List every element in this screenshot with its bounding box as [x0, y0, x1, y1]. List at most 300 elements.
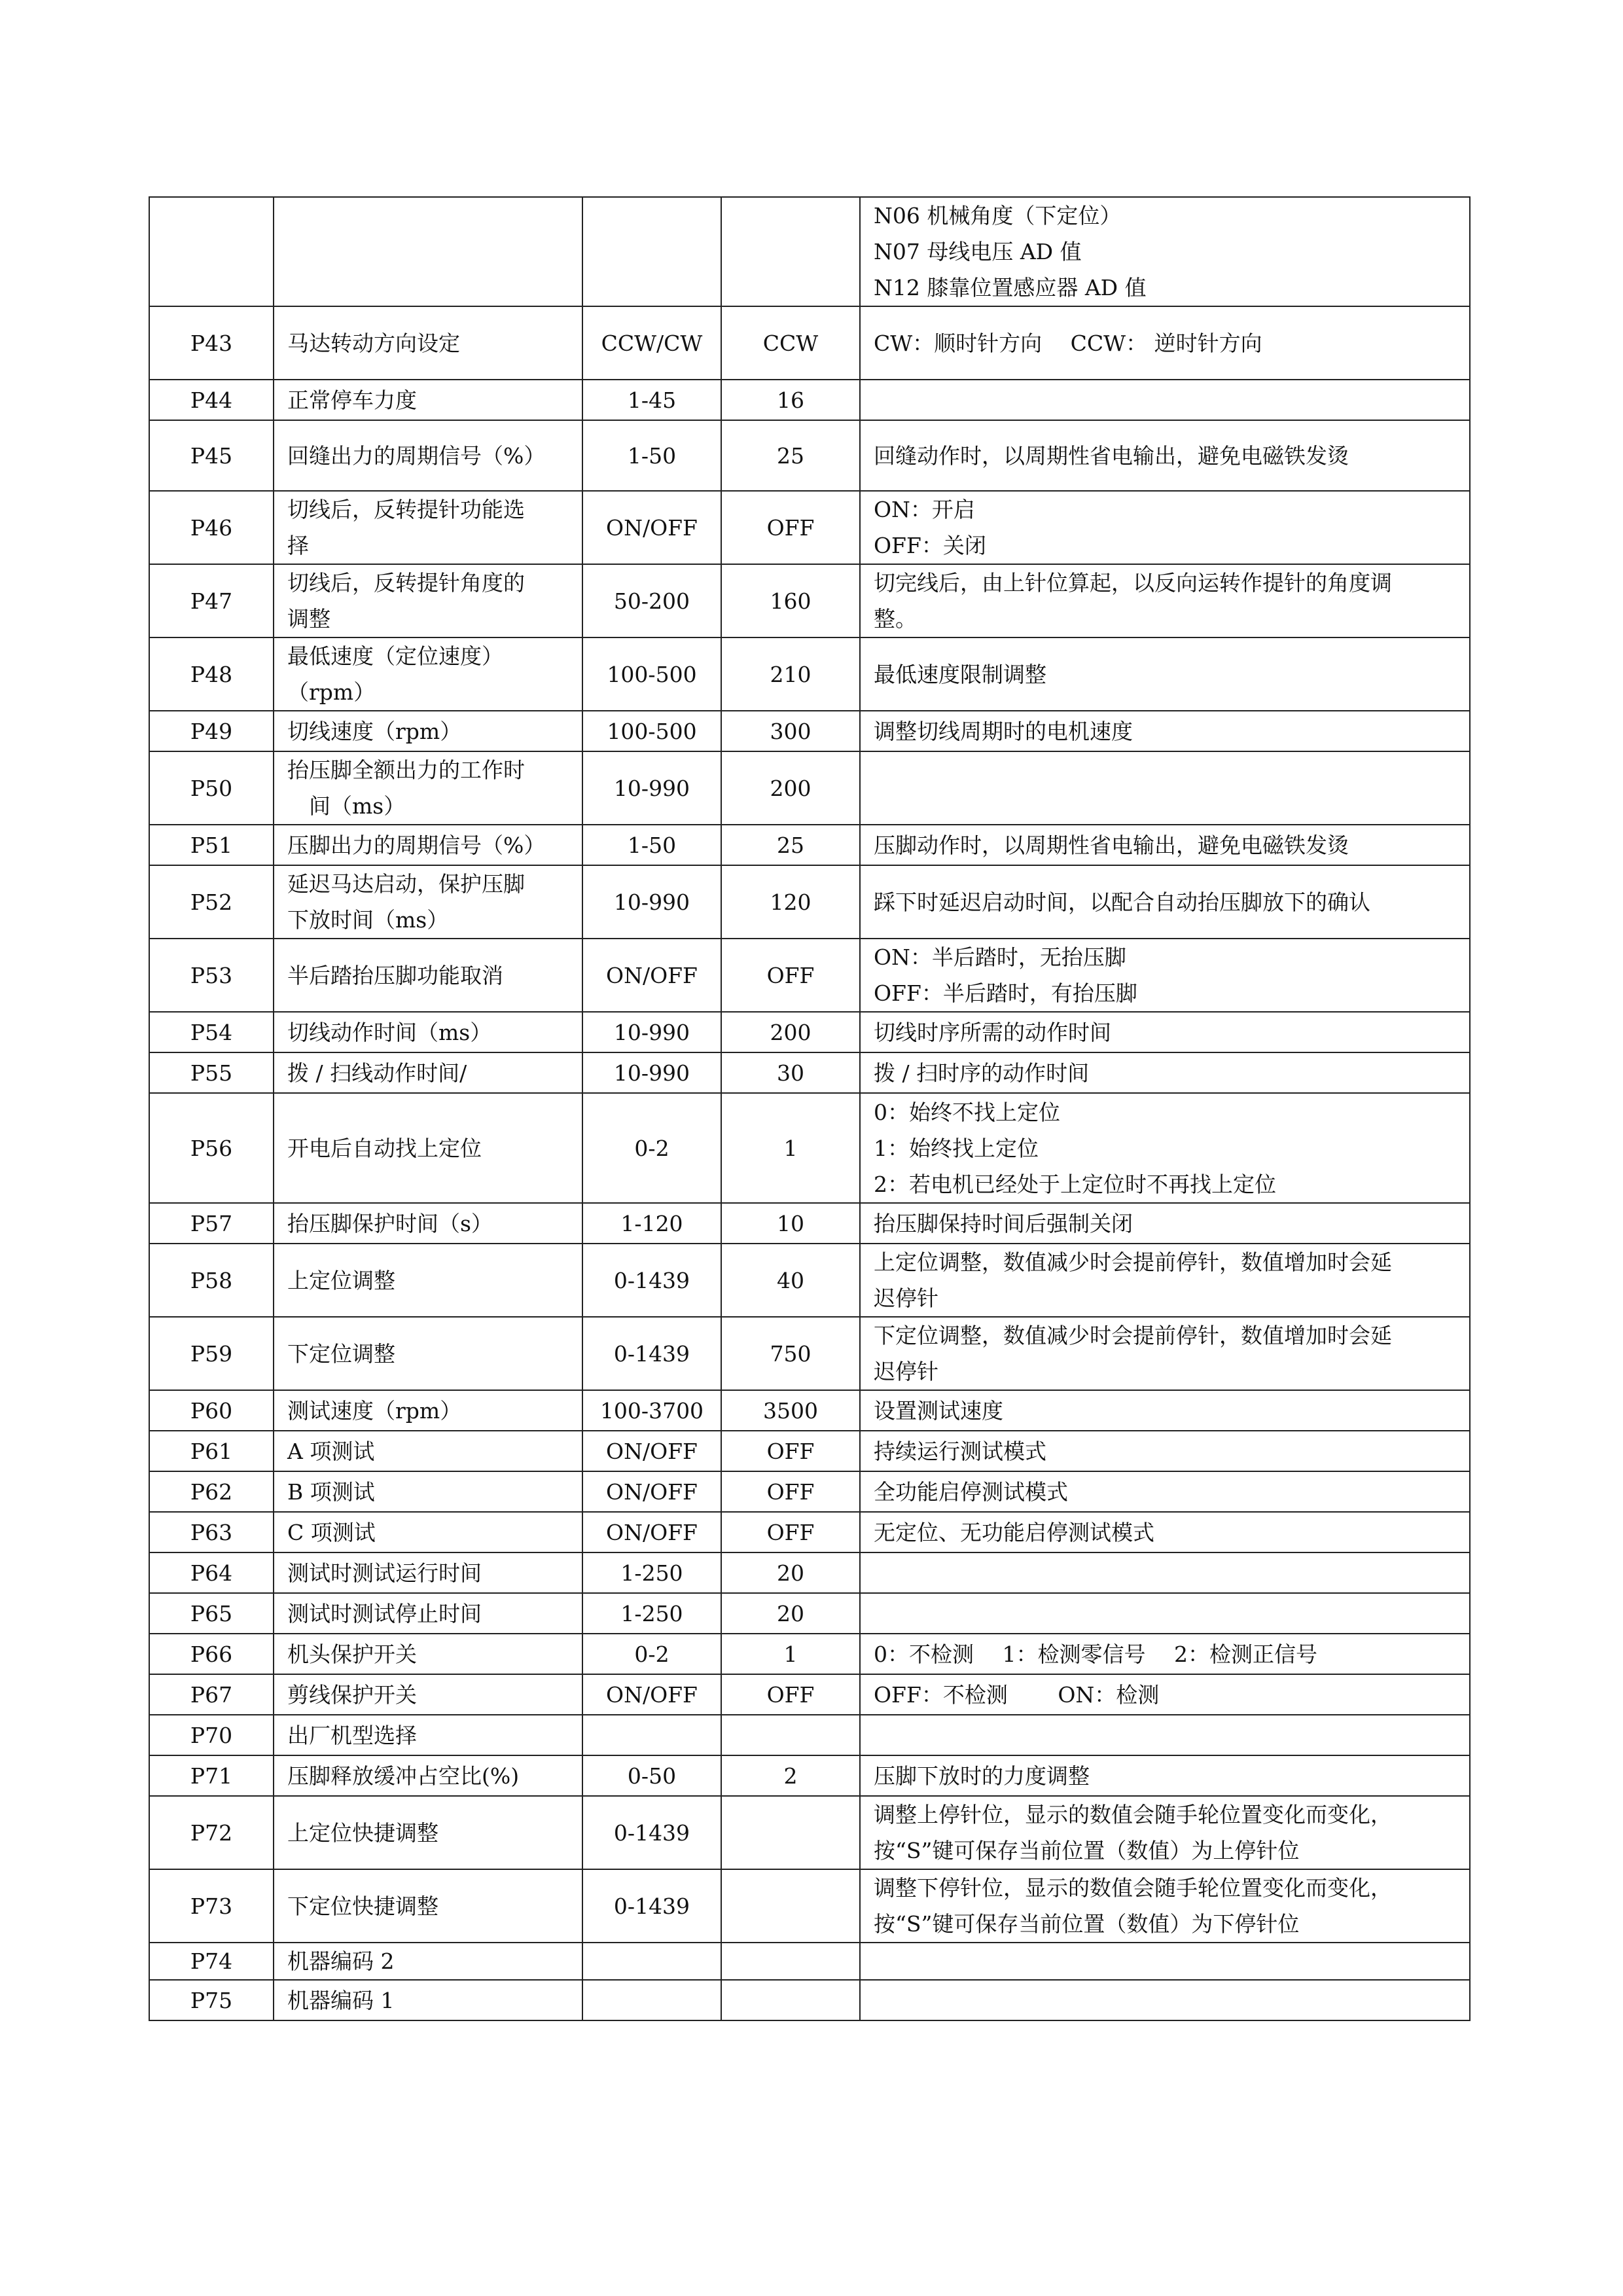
param-code-cell: [149, 491, 274, 564]
param-range-cell: [582, 1715, 721, 1755]
param-code-cell: [149, 564, 274, 637]
param-description-line: ON：开启: [874, 497, 975, 522]
param-code-cell: [149, 1869, 274, 1943]
table-row: [149, 1012, 1470, 1052]
param-name-line: 马达转动方向设定: [287, 330, 460, 356]
param-default: 2: [783, 1763, 798, 1789]
param-code-cell: [149, 1244, 274, 1317]
param-range-cell: [582, 1552, 721, 1593]
param-description-cell: [860, 1317, 1470, 1390]
param-name-cell: [274, 1755, 582, 1796]
param-name-cell: [274, 1869, 582, 1943]
param-code: P49: [190, 718, 233, 744]
param-description-cell: [860, 564, 1470, 637]
table-row: [149, 1980, 1470, 2020]
param-code-cell: [149, 1674, 274, 1715]
param-name-cell: [274, 1715, 582, 1755]
table-row: [149, 564, 1470, 637]
param-name-line: 最低速度（定位速度）: [287, 643, 503, 669]
param-name-line: 上定位调整: [287, 1267, 395, 1293]
param-default-cell: [721, 1512, 860, 1552]
param-code: P55: [190, 1060, 233, 1086]
param-code: P47: [190, 588, 233, 614]
param-default-cell: [721, 1471, 860, 1512]
param-code-cell: [149, 1012, 274, 1052]
param-description-line: N07 母线电压 AD 值: [874, 239, 1082, 264]
param-description-line: 1：始终找上定位: [874, 1135, 1039, 1161]
param-range: 10-990: [613, 889, 690, 915]
param-name-cell: [274, 306, 582, 380]
param-default: 1: [783, 1641, 798, 1667]
param-default-cell: [721, 751, 860, 825]
param-default: 1: [783, 1135, 798, 1161]
param-default: OFF: [766, 514, 815, 541]
param-code-cell: [149, 380, 274, 420]
table-row: [149, 1634, 1470, 1674]
param-default-cell: [721, 865, 860, 939]
param-default-cell: [721, 1593, 860, 1634]
param-description-line: 回缝动作时，以周期性省电输出，避免电磁铁发烫: [874, 442, 1349, 469]
param-default-cell: [721, 1390, 860, 1431]
param-name-line: 下定位快捷调整: [287, 1893, 438, 1919]
param-name-line: 上定位快捷调整: [287, 1820, 438, 1846]
param-name-cell: [274, 751, 582, 825]
param-code: P67: [190, 1681, 233, 1708]
param-name-cell: [274, 939, 582, 1012]
param-code-cell: [149, 637, 274, 711]
table-row: [149, 751, 1470, 825]
param-name-line: 下放时间（ms）: [287, 907, 449, 933]
param-description-cell: [860, 865, 1470, 939]
param-default-cell: [721, 564, 860, 637]
param-default: 20: [777, 1600, 804, 1626]
param-range: 1-250: [620, 1600, 683, 1626]
param-range: 0-2: [634, 1135, 669, 1161]
param-name-cell: [274, 637, 582, 711]
param-range-cell: [582, 1796, 721, 1869]
param-code: P59: [190, 1340, 233, 1367]
param-code-cell: [149, 1980, 274, 2020]
param-description-line: 设置测试速度: [874, 1397, 1003, 1424]
param-default: 25: [777, 832, 804, 858]
param-name-line: 测试速度（rpm）: [287, 1397, 462, 1424]
param-description-cell: [860, 380, 1470, 420]
param-code-cell: [149, 1203, 274, 1244]
param-default-cell: [721, 1052, 860, 1093]
param-default-cell: [721, 197, 860, 306]
param-name-line: 延迟马达启动，保护压脚: [287, 871, 525, 897]
param-description-cell: [860, 711, 1470, 751]
param-name-cell: [274, 1431, 582, 1471]
param-range-cell: [582, 1980, 721, 2020]
param-default-cell: [721, 1012, 860, 1052]
param-default: 750: [770, 1340, 812, 1367]
param-description-line: 上定位调整，数值减少时会提前停针，数值增加时会延: [874, 1249, 1392, 1275]
param-range-cell: [582, 1431, 721, 1471]
param-name-line: 切线后，反转提针功能选: [287, 497, 525, 522]
table-row: [149, 939, 1470, 1012]
param-name-line: 下定位调整: [287, 1340, 395, 1367]
param-description-cell: [860, 1390, 1470, 1431]
param-name-cell: [274, 1943, 582, 1980]
param-description-cell: [860, 1203, 1470, 1244]
param-code-cell: [149, 1052, 274, 1093]
param-name-line: 半后踏抬压脚功能取消: [287, 962, 503, 988]
param-default-cell: [721, 1552, 860, 1593]
param-name-cell: [274, 1203, 582, 1244]
param-description-line: 抬压脚保持时间后强制关闭: [874, 1210, 1133, 1236]
table-row: [149, 1244, 1470, 1317]
table-row: [149, 1552, 1470, 1593]
param-code: P61: [190, 1438, 233, 1464]
param-name-line: 开电后自动找上定位: [287, 1135, 482, 1161]
param-name-line: 择: [287, 533, 309, 558]
param-default-cell: [721, 711, 860, 751]
param-range-cell: [582, 1203, 721, 1244]
param-name-line: 测试时测试运行时间: [287, 1560, 482, 1586]
table-row: [149, 637, 1470, 711]
param-description-cell: [860, 491, 1470, 564]
param-range-cell: [582, 306, 721, 380]
param-name-cell: [274, 1674, 582, 1715]
param-default: 3500: [763, 1397, 818, 1424]
param-range: 0-50: [627, 1763, 677, 1789]
param-default-cell: [721, 1203, 860, 1244]
param-code: P43: [190, 330, 233, 356]
param-code: P56: [190, 1135, 233, 1161]
param-code: P58: [190, 1267, 233, 1293]
param-default: OFF: [766, 1681, 815, 1708]
param-range: 10-990: [613, 1019, 690, 1045]
param-name-line: C 项测试: [287, 1519, 376, 1545]
param-range-cell: [582, 1317, 721, 1390]
table-row: [149, 1715, 1470, 1755]
param-range-cell: [582, 1593, 721, 1634]
param-range-cell: [582, 825, 721, 865]
param-range-cell: [582, 1244, 721, 1317]
param-description-cell: [860, 751, 1470, 825]
table-row: [149, 1471, 1470, 1512]
param-default: 30: [777, 1060, 804, 1086]
param-default: 10: [777, 1210, 804, 1236]
param-code-cell: [149, 939, 274, 1012]
param-code: P48: [190, 661, 233, 687]
param-range-cell: [582, 1943, 721, 1980]
param-range-cell: [582, 491, 721, 564]
param-description-line: 迟停针: [874, 1285, 938, 1311]
param-default-cell: [721, 1674, 860, 1715]
table-row: [149, 491, 1470, 564]
param-code-cell: [149, 1093, 274, 1203]
param-description-line: 调整上停针位，显示的数值会随手轮位置变化而变化，: [874, 1802, 1392, 1827]
param-code: P64: [190, 1560, 233, 1586]
param-code: P53: [190, 962, 233, 988]
param-code: P75: [190, 1987, 233, 2013]
param-name-cell: [274, 491, 582, 564]
param-default: 120: [770, 889, 812, 915]
param-description-line: 切线时序所需的动作时间: [874, 1019, 1111, 1045]
param-name-line: B 项测试: [287, 1479, 375, 1505]
param-range: 50-200: [613, 588, 690, 614]
param-description-line: 0：始终不找上定位: [874, 1099, 1060, 1125]
param-range: 0-2: [634, 1641, 669, 1667]
param-default: 200: [770, 1019, 812, 1045]
table-row: [149, 380, 1470, 420]
param-description-cell: [860, 1512, 1470, 1552]
param-default: 300: [770, 718, 812, 744]
param-name-cell: [274, 1593, 582, 1634]
param-description-cell: [860, 1012, 1470, 1052]
param-range-cell: [582, 197, 721, 306]
param-default-cell: [721, 1244, 860, 1317]
param-name-cell: [274, 1471, 582, 1512]
param-default-cell: [721, 420, 860, 491]
param-default-cell: [721, 1093, 860, 1203]
param-name-cell: [274, 1634, 582, 1674]
param-default: OFF: [766, 1479, 815, 1505]
param-range-cell: [582, 1093, 721, 1203]
param-name-cell: [274, 420, 582, 491]
param-name-line: （rpm）: [287, 679, 376, 705]
param-description-line: OFF：不检测 ON：检测: [874, 1681, 1160, 1708]
param-range-cell: [582, 637, 721, 711]
param-range: 1-45: [627, 387, 677, 413]
param-range-cell: [582, 1390, 721, 1431]
param-code: P52: [190, 889, 233, 915]
param-code-cell: [149, 420, 274, 491]
param-description-line: 最低速度限制调整: [874, 661, 1046, 687]
param-name-line: 抬压脚全额出力的工作时: [287, 757, 525, 783]
param-range-cell: [582, 1755, 721, 1796]
param-default-cell: [721, 1634, 860, 1674]
table-row: [149, 1317, 1470, 1390]
param-code: P51: [190, 832, 233, 858]
param-description-line: 调整切线周期时的电机速度: [874, 718, 1133, 744]
param-name-cell: [274, 1980, 582, 2020]
param-description-cell: [860, 306, 1470, 380]
param-default-cell: [721, 1715, 860, 1755]
param-default-cell: [721, 491, 860, 564]
param-default: 20: [777, 1560, 804, 1586]
param-name-line: 回缝出力的周期信号（%）: [287, 442, 546, 469]
param-description-line: N06 机械角度（下定位）: [874, 203, 1122, 228]
param-code: P45: [190, 442, 233, 469]
param-code-cell: [149, 1943, 274, 1980]
param-code-cell: [149, 711, 274, 751]
param-range-cell: [582, 939, 721, 1012]
param-description-cell: [860, 637, 1470, 711]
param-range-cell: [582, 1012, 721, 1052]
param-name-line: 切线速度（rpm）: [287, 718, 462, 744]
param-range: 1-50: [627, 442, 677, 469]
table-row: [149, 1755, 1470, 1796]
param-range: CCW/CW: [601, 330, 703, 356]
param-default: OFF: [766, 962, 815, 988]
param-code: P46: [190, 514, 233, 541]
param-range: 10-990: [613, 1060, 690, 1086]
param-code: P72: [190, 1820, 233, 1846]
param-description-cell: [860, 1093, 1470, 1203]
param-default-cell: [721, 637, 860, 711]
param-range: ON/OFF: [606, 1519, 698, 1545]
param-name-cell: [274, 865, 582, 939]
param-range: 1-250: [620, 1560, 683, 1586]
param-range-cell: [582, 865, 721, 939]
param-code: P70: [190, 1722, 233, 1748]
param-description-line: OFF：半后踏时，有抬压脚: [874, 980, 1137, 1006]
param-default: 16: [777, 387, 804, 413]
param-description-cell: [860, 1052, 1470, 1093]
table-row: [149, 1431, 1470, 1471]
param-default: 40: [777, 1267, 804, 1293]
table-row: [149, 1052, 1470, 1093]
param-name-cell: [274, 1512, 582, 1552]
param-name-cell: [274, 1012, 582, 1052]
param-code-cell: [149, 197, 274, 306]
param-default: 200: [770, 775, 812, 801]
param-name-line: 拨 / 扫线动作时间/: [287, 1060, 467, 1086]
param-description-line: 切完线后，由上针位算起，以反向运转作提针的角度调: [874, 570, 1392, 596]
param-description-line: 压脚下放时的力度调整: [874, 1763, 1090, 1789]
param-description-cell: [860, 1674, 1470, 1715]
param-code: P62: [190, 1479, 233, 1505]
param-name-line: 调整: [287, 606, 330, 632]
param-default-cell: [721, 1980, 860, 2020]
param-description-cell: [860, 197, 1470, 306]
param-description-line: 下定位调整，数值减少时会提前停针，数值增加时会延: [874, 1323, 1392, 1348]
table-row: [149, 825, 1470, 865]
param-name-line: 压脚释放缓冲占空比(%): [287, 1763, 520, 1789]
param-code-cell: [149, 1512, 274, 1552]
param-name-cell: [274, 1317, 582, 1390]
param-code: P71: [190, 1763, 233, 1789]
param-range: 0-1439: [613, 1340, 690, 1367]
param-default-cell: [721, 306, 860, 380]
param-code-cell: [149, 1634, 274, 1674]
param-name-cell: [274, 711, 582, 751]
parameter-table-body: [149, 197, 1470, 2020]
param-range: 0-1439: [613, 1820, 690, 1846]
param-range-cell: [582, 1674, 721, 1715]
param-range: 100-3700: [599, 1397, 704, 1424]
param-name-line: 出厂机型选择: [287, 1722, 417, 1748]
param-code-cell: [149, 306, 274, 380]
param-description-line: 0：不检测 1：检测零信号 2：检测正信号: [874, 1641, 1317, 1667]
param-code-cell: [149, 825, 274, 865]
param-default-cell: [721, 825, 860, 865]
param-default-cell: [721, 1796, 860, 1869]
param-range-cell: [582, 1052, 721, 1093]
param-code: P74: [190, 1948, 233, 1974]
param-code: P50: [190, 775, 233, 801]
param-name-line: 机头保护开关: [287, 1641, 417, 1667]
param-range: 10-990: [613, 775, 690, 801]
param-description-line: CW：顺时针方向 CCW： 逆时针方向: [874, 330, 1262, 356]
param-name-line: 机器编码 2: [287, 1948, 395, 1974]
param-range: ON/OFF: [606, 514, 698, 541]
param-range-cell: [582, 711, 721, 751]
param-range-cell: [582, 380, 721, 420]
param-code: P57: [190, 1210, 233, 1236]
param-description-line: 全功能启停测试模式: [874, 1479, 1068, 1505]
param-range: ON/OFF: [606, 1479, 698, 1505]
param-code-cell: [149, 1390, 274, 1431]
param-description-line: ON：半后踏时，无抬压脚: [874, 944, 1126, 970]
param-name-line: 切线动作时间（ms）: [287, 1019, 492, 1045]
param-default-cell: [721, 1755, 860, 1796]
param-code-cell: [149, 1796, 274, 1869]
param-range: 100-500: [607, 661, 697, 687]
param-description-cell: [860, 1634, 1470, 1674]
param-code: P60: [190, 1397, 233, 1424]
param-description-line: OFF：关闭: [874, 533, 986, 558]
param-name-line: 压脚出力的周期信号（%）: [287, 832, 546, 858]
param-description-cell: [860, 1593, 1470, 1634]
param-description-line: 调整下停针位，显示的数值会随手轮位置变化而变化，: [874, 1875, 1392, 1901]
param-name-cell: [274, 825, 582, 865]
param-range: ON/OFF: [606, 1681, 698, 1708]
param-range-cell: [582, 1512, 721, 1552]
param-description-cell: [860, 1796, 1470, 1869]
param-description-cell: [860, 939, 1470, 1012]
param-description-cell: [860, 1471, 1470, 1512]
param-name-cell: [274, 564, 582, 637]
param-name-line: 抬压脚保护时间（s）: [287, 1210, 493, 1236]
param-description-line: 压脚动作时，以周期性省电输出，避免电磁铁发烫: [874, 832, 1349, 858]
table-row: [149, 711, 1470, 751]
param-name-line: 间（ms）: [287, 793, 406, 819]
param-code-cell: [149, 1552, 274, 1593]
param-description-cell: [860, 1755, 1470, 1796]
param-name-cell: [274, 1552, 582, 1593]
param-code-cell: [149, 1715, 274, 1755]
param-default-cell: [721, 1869, 860, 1943]
param-description-line: 持续运行测试模式: [874, 1438, 1046, 1464]
param-range: 100-500: [607, 718, 697, 744]
param-description-line: 2：若电机已经处于上定位时不再找上定位: [874, 1171, 1276, 1197]
param-range-cell: [582, 751, 721, 825]
param-name-cell: [274, 1796, 582, 1869]
table-row: [149, 1796, 1470, 1869]
param-description-cell: [860, 1244, 1470, 1317]
param-range: ON/OFF: [606, 962, 698, 988]
param-default: 210: [770, 661, 812, 687]
param-description-line: 迟停针: [874, 1359, 938, 1384]
param-default: OFF: [766, 1519, 815, 1545]
param-description-cell: [860, 1715, 1470, 1755]
param-range: ON/OFF: [606, 1438, 698, 1464]
param-name-line: 剪线保护开关: [287, 1681, 417, 1708]
param-range: 1-120: [620, 1210, 683, 1236]
param-description-line: 拨 / 扫时序的动作时间: [874, 1060, 1090, 1086]
table-row: [149, 1093, 1470, 1203]
table-row: [149, 420, 1470, 491]
param-default: OFF: [766, 1438, 815, 1464]
param-name-line: A 项测试: [287, 1438, 375, 1464]
param-description-cell: [860, 1943, 1470, 1980]
param-name-cell: [274, 1093, 582, 1203]
table-row: [149, 1674, 1470, 1715]
param-name-cell: [274, 197, 582, 306]
param-code: P44: [190, 387, 233, 413]
param-default: CCW: [762, 330, 819, 356]
param-code-cell: [149, 865, 274, 939]
param-description-cell: [860, 1980, 1470, 2020]
param-range-cell: [582, 1634, 721, 1674]
param-name-line: 正常停车力度: [287, 387, 417, 413]
param-range: 1-50: [627, 832, 677, 858]
param-code-cell: [149, 1317, 274, 1390]
